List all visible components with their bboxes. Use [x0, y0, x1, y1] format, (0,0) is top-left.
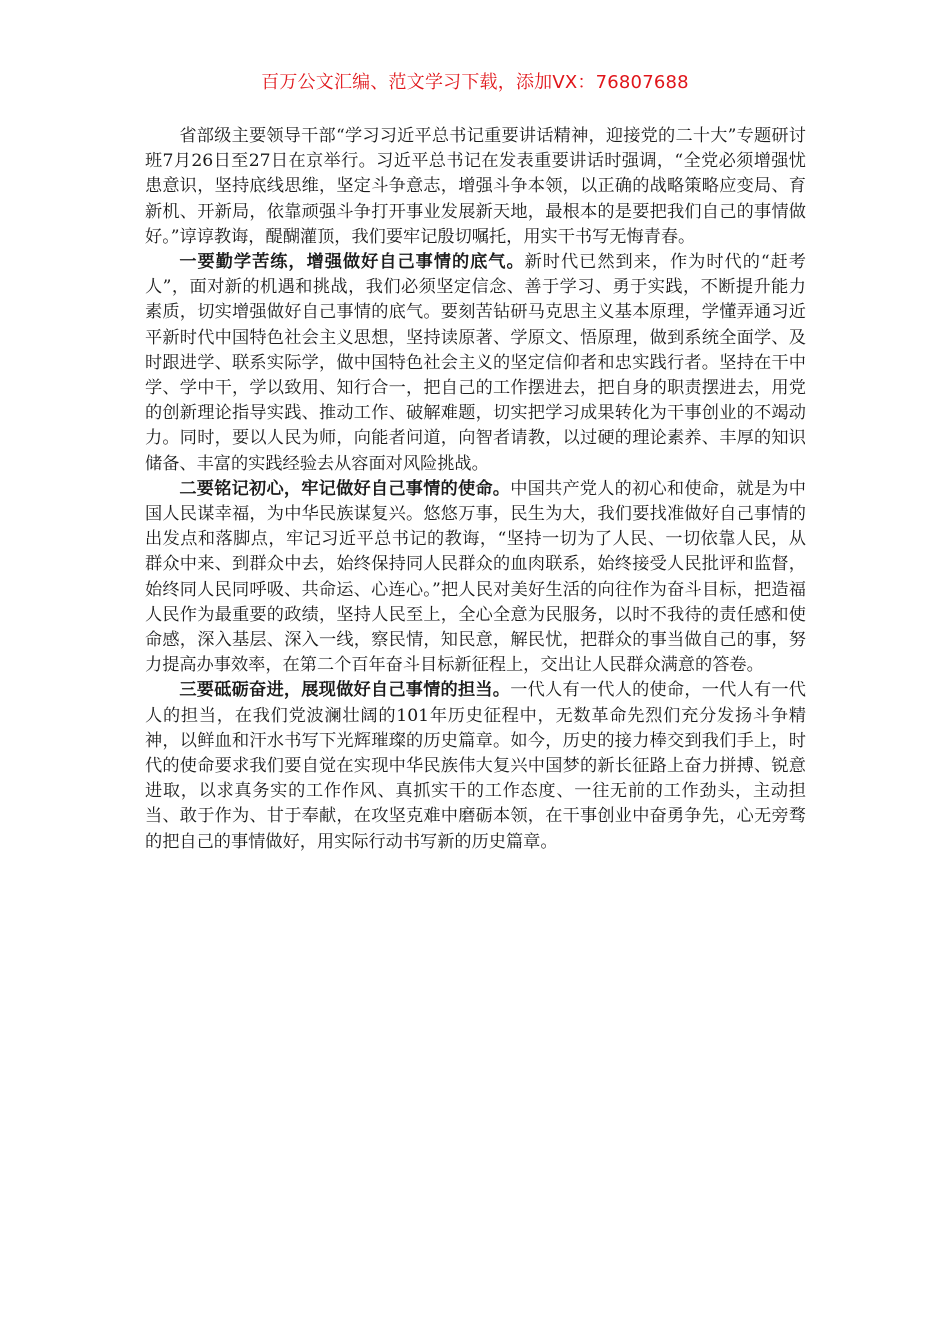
paragraph-point-two — [145, 477, 806, 679]
paragraph-point-one-heading: 一要勤学苦练，增强做好自己事情的底气。 — [179, 252, 525, 273]
paragraph-point-one — [145, 250, 806, 477]
paragraph-point-three — [145, 678, 806, 854]
paragraph-point-three-heading: 三要砥砺奋进，展现做好自己事情的担当。 — [179, 680, 511, 701]
paragraph-point-one-text: 新时代已然到来，作为时代的“赶考人”，面对新的机遇和挑战，我们必须坚定信念、善于学习、勇于实践，不断提升能力素质，切实增强做好自己事情的底气。要刻苦钻研马克思主义基本原理，学懂弄通习近平新时代中国特色社会主义思想，坚持读原著、学原文、悟原理，做到系统全面学、及时跟进学、联系实际学，做中国特色社会主义的坚定信仰者和忠实践行者。坚持在干中学、学中干，学以致用、知行合一，把自己的工作摆进去，把自身的职责摆进去，用党的创新理论指导实践、推动工作、破解难题，切实把学习成果转化为干事创业的不竭动力。同时，要以人民为师，向能者问道，向智者请教，以过硬的理论素养、丰厚的知识储备、丰富的实践经验去从容面对风险挑战。 — [145, 252, 806, 474]
header-banner: 百万公文汇编、范文学习下载，添加VX：76807688 — [261, 72, 689, 93]
paragraph-intro — [145, 124, 806, 250]
paragraph-point-three-text: 一代人有一代人的使命，一代人有一代人的担当，在我们党波澜壮阔的101年历史征程中，无数革命先烈们充分发扬斗争精神，以鲜血和汗水书写下光辉璀璨的历史篇章。如今，历史的接力棒交到我们手上，时代的使命要求我们要自觉在实现中华民族伟大复兴中国梦的新长征路上奋力拼搏、锐意进取，以求真务实的工作作风、真抓实干的工作态度、一往无前的工作劲头，主动担当、敢于作为、甘于奉献，在攻坚克难中磨砺本领，在干事创业中奋勇争先，心无旁骛的把自己的事情做好，用实际行动书写新的历史篇章。 — [145, 680, 806, 852]
paragraph-point-two-text: 中国共产党人的初心和使命，就是为中国人民谋幸福，为中华民族谋复兴。悠悠万事，民生为大，我们要找准做好自己事情的出发点和落脚点，牢记习近平总书记的教诲，“坚持一切为了人民、一切依靠人民，从群众中来、到群众中去，始终保持同人民群众的血肉联系，始终接受人民批评和监督，始终同人民同呼吸、共命运、心连心。”把人民对美好生活的向往作为奋斗目标，把造福人民作为最重要的政绩，坚持人民至上，全心全意为民服务，以时不我待的责任感和使命感，深入基层、深入一线，察民情，知民意，解民忧，把群众的事当做自己的事，努力提高办事效率，在第二个百年奋斗目标新征程上，交出让人民群众满意的答卷。 — [145, 478, 806, 676]
paragraph-point-two-heading: 二要铭记初心，牢记做好自己事情的使命。 — [179, 478, 511, 499]
article-body — [145, 124, 806, 855]
paragraph-intro-text: 省部级主要领导干部“学习习近平总书记重要讲话精神，迎接党的二十大”专题研讨班7月26日至27日在京举行。习近平总书记在发表重要讲话时强调，“全党必须增强忧患意识，坚持底线思维，坚定斗争意志，增强斗争本领，以正确的战略策略应变局、育新机、开新局，依靠顽强斗争打开事业发展新天地，最根本的是要把我们自己的事情做好。”谆谆教诲，醍醐灌顶，我们要牢记殷切嘱托，用实干书写无悔青春。 — [145, 126, 806, 247]
